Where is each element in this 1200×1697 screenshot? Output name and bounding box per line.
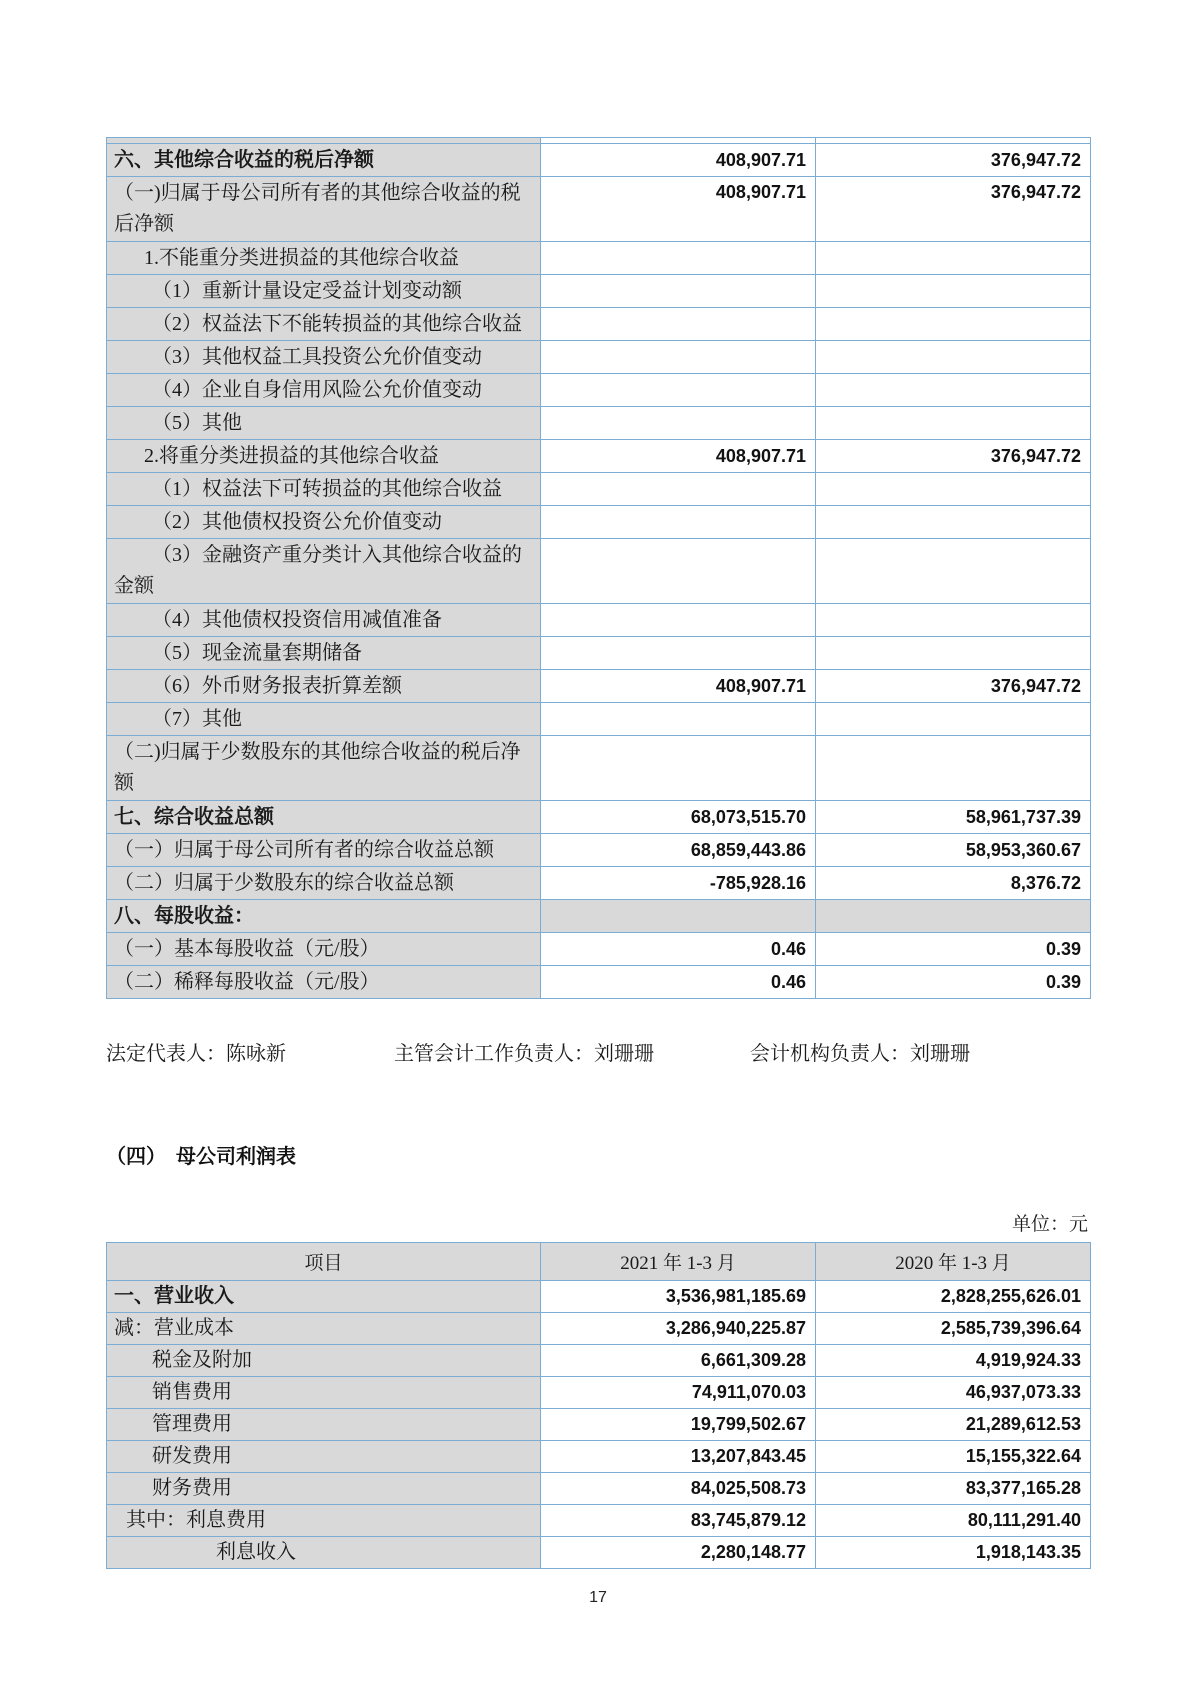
item-label-cell: 管理费用 — [107, 1409, 541, 1441]
table-row — [107, 473, 1091, 506]
amount-cell-prior — [816, 407, 1091, 440]
table-row — [107, 933, 1091, 966]
table-row — [107, 1281, 1091, 1313]
table-row — [107, 867, 1091, 900]
item-label-cell: （4）其他债权投资信用减值准备 — [107, 604, 541, 637]
amount-cell-prior — [816, 703, 1091, 736]
amount-cell-prior: 376,947.72 — [816, 177, 1091, 242]
amount-cell-prior: 376,947.72 — [816, 144, 1091, 177]
amount-cell-prior — [816, 374, 1091, 407]
table-row — [107, 637, 1091, 670]
amount-cell-prior — [816, 275, 1091, 308]
table-row — [107, 539, 1091, 604]
amount-cell-current: -785,928.16 — [541, 867, 816, 900]
amount-cell-current — [541, 242, 816, 275]
item-label-cell: （2）权益法下不能转损益的其他综合收益 — [107, 308, 541, 341]
parent-income-table — [106, 1242, 1091, 1569]
amount-cell-current — [541, 604, 816, 637]
amount-cell-2020: 4,919,924.33 — [816, 1345, 1091, 1377]
table-row — [107, 440, 1091, 473]
amount-cell-prior: 58,961,737.39 — [816, 801, 1091, 834]
amount-cell-current: 0.46 — [541, 966, 816, 999]
table-row — [107, 1409, 1091, 1441]
header-2020: 2020 年 1-3 月 — [816, 1243, 1091, 1281]
table-row — [107, 144, 1091, 177]
amount-cell-prior — [816, 242, 1091, 275]
item-label-cell: （二）稀释每股收益（元/股） — [107, 966, 541, 999]
amount-cell-prior — [816, 341, 1091, 374]
item-label-cell: （3）其他权益工具投资公允价值变动 — [107, 341, 541, 374]
amount-cell-current: 408,907.71 — [541, 440, 816, 473]
amount-cell-current: 408,907.71 — [541, 670, 816, 703]
item-label-cell: 一、营业收入 — [107, 1281, 541, 1313]
item-label-cell: （5）现金流量套期储备 — [107, 637, 541, 670]
table-row — [107, 1505, 1091, 1537]
item-label-cell: 销售费用 — [107, 1377, 541, 1409]
amount-cell-current — [541, 703, 816, 736]
item-label-cell: （2）其他债权投资公允价值变动 — [107, 506, 541, 539]
item-label-cell: （一）归属于母公司所有者的综合收益总额 — [107, 834, 541, 867]
table-row — [107, 341, 1091, 374]
amount-cell-current: 68,073,515.70 — [541, 801, 816, 834]
amount-cell-2020: 2,585,739,396.64 — [816, 1313, 1091, 1345]
amount-cell-current — [541, 506, 816, 539]
accounting-dept-head: 会计机构负责人：刘珊珊 — [750, 1043, 970, 1065]
amount-cell-2021: 74,911,070.03 — [541, 1377, 816, 1409]
item-label-cell: （1）重新计量设定受益计划变动额 — [107, 275, 541, 308]
unit-label: 单位：元 — [1011, 1214, 1088, 1235]
table-row — [107, 736, 1091, 801]
table-row — [107, 1537, 1091, 1569]
amount-cell-prior: 0.39 — [816, 933, 1091, 966]
item-label-cell: 2.将重分类进损益的其他综合收益 — [107, 440, 541, 473]
amount-cell-prior — [816, 736, 1091, 801]
amount-cell-current — [541, 275, 816, 308]
section-title: （四） 母公司利润表 — [106, 1146, 296, 1168]
amount-cell-2021: 84,025,508.73 — [541, 1473, 816, 1505]
table-row — [107, 506, 1091, 539]
item-label-cell: （一)归属于母公司所有者的其他综合收益的税后净额 — [107, 177, 541, 242]
amount-cell-2020: 21,289,612.53 — [816, 1409, 1091, 1441]
item-label-cell: （4）企业自身信用风险公允价值变动 — [107, 374, 541, 407]
amount-cell-2020: 2,828,255,626.01 — [816, 1281, 1091, 1313]
amount-cell-prior — [816, 506, 1091, 539]
item-label-cell: （5）其他 — [107, 407, 541, 440]
amount-cell-prior: 58,953,360.67 — [816, 834, 1091, 867]
table-row — [107, 801, 1091, 834]
table-row — [107, 834, 1091, 867]
item-label-cell: （一）基本每股收益（元/股） — [107, 933, 541, 966]
item-label-cell: 八、每股收益： — [107, 900, 541, 933]
amount-cell-2020: 46,937,073.33 — [816, 1377, 1091, 1409]
amount-cell-2021: 6,661,309.28 — [541, 1345, 816, 1377]
amount-cell-2021: 3,536,981,185.69 — [541, 1281, 816, 1313]
amount-cell-prior: 376,947.72 — [816, 440, 1091, 473]
header-2021: 2021 年 1-3 月 — [541, 1243, 816, 1281]
amount-cell-current — [541, 473, 816, 506]
amount-cell-prior — [816, 604, 1091, 637]
amount-cell-current: 0.46 — [541, 933, 816, 966]
table-row — [107, 407, 1091, 440]
table-row — [107, 1345, 1091, 1377]
item-label-cell: 税金及附加 — [107, 1345, 541, 1377]
item-label-cell: （二）归属于少数股东的综合收益总额 — [107, 867, 541, 900]
item-label-cell: 其中：利息费用 — [107, 1505, 541, 1537]
amount-cell-2020: 83,377,165.28 — [816, 1473, 1091, 1505]
item-label-cell: 六、其他综合收益的税后净额 — [107, 144, 541, 177]
table-row — [107, 177, 1091, 242]
amount-cell-prior — [816, 308, 1091, 341]
table-row — [107, 1473, 1091, 1505]
signature-line — [106, 1037, 1090, 1066]
table-row — [107, 1441, 1091, 1473]
amount-cell-current: 68,859,443.86 — [541, 834, 816, 867]
table-row — [107, 703, 1091, 736]
table-row — [107, 604, 1091, 637]
amount-cell-2021: 19,799,502.67 — [541, 1409, 816, 1441]
item-label-cell: 减：营业成本 — [107, 1313, 541, 1345]
item-label-cell: 财务费用 — [107, 1473, 541, 1505]
amount-cell-2021: 83,745,879.12 — [541, 1505, 816, 1537]
amount-cell-prior — [816, 637, 1091, 670]
amount-cell-prior — [816, 900, 1091, 933]
item-label-cell: （3）金融资产重分类计入其他综合收益的金额 — [107, 539, 541, 604]
amount-cell-current — [541, 407, 816, 440]
table-row — [107, 670, 1091, 703]
amount-cell-current — [541, 308, 816, 341]
header-item: 项目 — [107, 1243, 541, 1281]
amount-cell-current — [541, 341, 816, 374]
amount-cell-2020: 80,111,291.40 — [816, 1505, 1091, 1537]
amount-cell-2021: 2,280,148.77 — [541, 1537, 816, 1569]
amount-cell-prior: 376,947.72 — [816, 670, 1091, 703]
table-row — [107, 1313, 1091, 1345]
table-row — [107, 308, 1091, 341]
amount-cell-prior — [816, 539, 1091, 604]
amount-cell-current — [541, 736, 816, 801]
table-row — [107, 900, 1091, 933]
table-header-row — [107, 1243, 1091, 1281]
legal-representative: 法定代表人：陈咏新 — [106, 1043, 286, 1065]
item-label-cell: （二)归属于少数股东的其他综合收益的税后净额 — [107, 736, 541, 801]
table-row — [107, 966, 1091, 999]
amount-cell-current — [541, 539, 816, 604]
table-row — [107, 1377, 1091, 1409]
item-label-cell: （1）权益法下可转损益的其他综合收益 — [107, 473, 541, 506]
amount-cell-2021: 3,286,940,225.87 — [541, 1313, 816, 1345]
amount-cell-2020: 15,155,322.64 — [816, 1441, 1091, 1473]
table-row — [107, 242, 1091, 275]
table-row — [107, 374, 1091, 407]
amount-cell-2020: 1,918,143.35 — [816, 1537, 1091, 1569]
amount-cell-current — [541, 374, 816, 407]
amount-cell-current: 408,907.71 — [541, 177, 816, 242]
page-content — [106, 0, 1090, 1607]
amount-cell-2021: 13,207,843.45 — [541, 1441, 816, 1473]
comprehensive-income-table — [106, 137, 1091, 999]
item-label-cell: 利息收入 — [107, 1537, 541, 1569]
item-label-cell: 研发费用 — [107, 1441, 541, 1473]
amount-cell-prior: 0.39 — [816, 966, 1091, 999]
item-label-cell: （7）其他 — [107, 703, 541, 736]
chief-accountant: 主管会计工作负责人：刘珊珊 — [394, 1043, 654, 1065]
amount-cell-current — [541, 900, 816, 933]
table-row — [107, 275, 1091, 308]
item-label-cell: 1.不能重分类进损益的其他综合收益 — [107, 242, 541, 275]
page-number: 17 — [589, 1589, 607, 1606]
amount-cell-current — [541, 637, 816, 670]
item-label-cell: 七、综合收益总额 — [107, 801, 541, 834]
amount-cell-prior — [816, 473, 1091, 506]
amount-cell-prior: 8,376.72 — [816, 867, 1091, 900]
item-label-cell: （6）外币财务报表折算差额 — [107, 670, 541, 703]
amount-cell-current: 408,907.71 — [541, 144, 816, 177]
